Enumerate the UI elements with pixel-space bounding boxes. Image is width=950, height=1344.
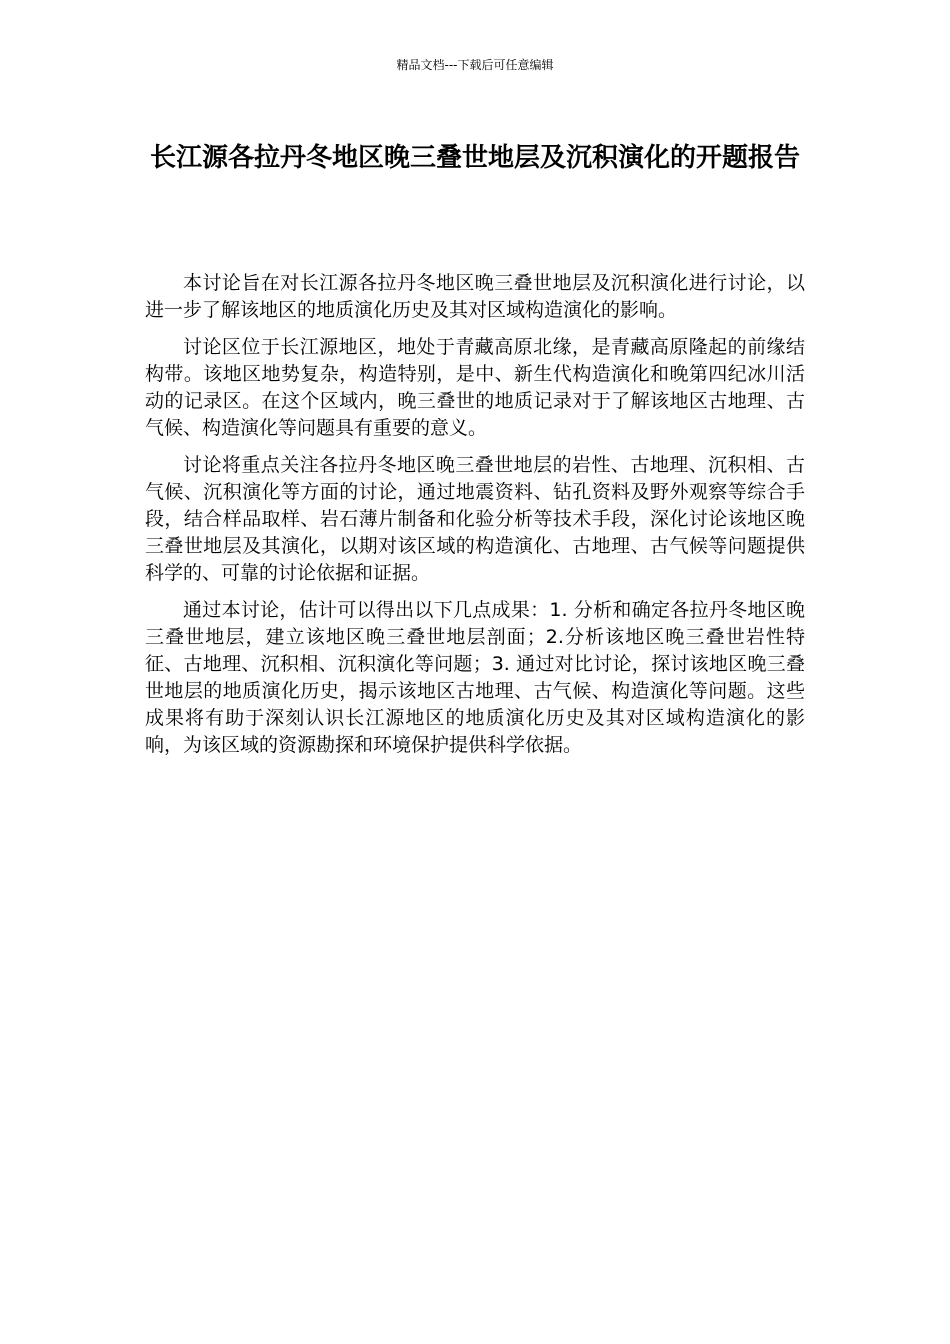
document-title: 长江源各拉丹冬地区晚三叠世地层及沉积演化的开题报告 — [149, 143, 800, 173]
paragraph-1: 本讨论旨在对长江源各拉丹冬地区晚三叠世地层及沉积演化进行讨论，以进一步了解该地区的地质演化历史及其对区域构造演化的影响。 — [145, 272, 805, 321]
page-header: 精品文档---下载后可任意编辑 — [396, 58, 554, 72]
paragraph-4: 通过本讨论，估计可以得出以下几点成果：1. 分析和确定各拉丹冬地区晚三叠世地层，建立该地区晚三叠世地层剖面；2.分析该地区晚三叠世岩性特征、古地理、沉积相、沉积演化等问题；3. 通过对比讨论，探讨该地区晚三叠世地层的地质演化历史，揭示该地区古地理、古气候、构造演化等问题。这些成果将有助于深刻认识长江源地区的地质演化历史及其对区域构造演化的影响，为该区域的资源勘探和环境保护提供科学依据。 — [145, 599, 805, 756]
paragraph-3: 讨论将重点关注各拉丹冬地区晚三叠世地层的岩性、古地理、沉积相、古气候、沉积演化等方面的讨论，通过地震资料、钻孔资料及野外观察等综合手段，结合样品取样、岩石薄片制备和化验分析等技术手段，深化讨论该地区晚三叠世地层及其演化，以期对该区域的构造演化、古地理、古气候等问题提供科学的、可靠的讨论依据和证据。 — [145, 454, 805, 584]
paragraph-2: 讨论区位于长江源地区，地处于青藏高原北缘，是青藏高原隆起的前缘结构带。该地区地势复杂，构造特别，是中、新生代构造演化和晚第四纪冰川活动的记录区。在这个区域内，晚三叠世的地质记录对于了解该地区古地理、古气候、构造演化等问题具有重要的意义。 — [145, 336, 805, 439]
document-body — [145, 270, 805, 769]
